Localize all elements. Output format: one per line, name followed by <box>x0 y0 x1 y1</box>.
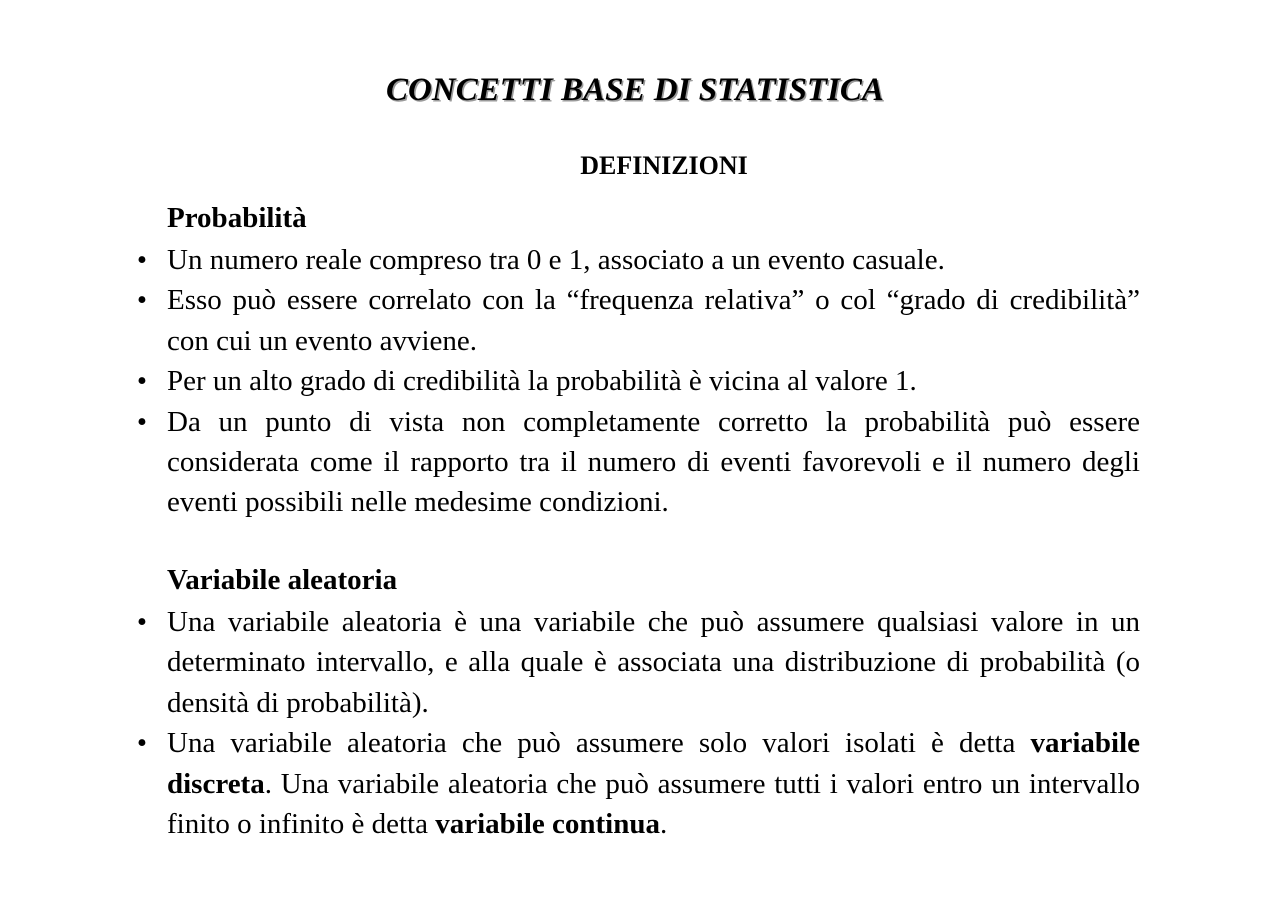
bullet-icon: • <box>136 365 148 398</box>
list-item <box>136 280 1140 361</box>
list-item <box>136 240 1140 280</box>
list-item <box>136 602 1140 723</box>
bullet-icon: • <box>136 244 148 276</box>
bullet-text-part: . Una variabile aleatoria che può assumere tutti i valori entro un intervallo finito o infinito è detta <box>167 767 1140 841</box>
bullet-icon: • <box>136 405 148 438</box>
bullet-text: Una variabile aleatoria è una variabile che può assumere qualsiasi valore in un determinato intervallo, e alla quale è associata una distribuzione di probabilità (o densità di probabilità). <box>167 606 1140 719</box>
page-subtitle: DEFINIZIONI <box>580 151 748 180</box>
term-variabile-continua: variabile continua <box>435 808 660 841</box>
bullet-text: Da un punto di vista non completamente corretto la probabilità può essere considerata come il rapporto tra il numero di eventi favorevoli e il numero degli eventi possibili nelle medesime condizioni. <box>167 405 1140 519</box>
section-heading-probabilita: Probabilità <box>167 202 307 234</box>
bullet-text: Esso può essere correlato con la “frequenza relativa” o col “grado di credibilità” con cui un evento avviene. <box>167 284 1140 357</box>
term-variabile-discreta: variabile discreta <box>167 727 1140 800</box>
bullet-text-part: . <box>659 808 668 841</box>
probabilita-bullet-list <box>136 240 1140 523</box>
variabile-aleatoria-bullet-list <box>136 602 1140 844</box>
section-heading-variabile-aleatoria: Variabile aleatoria <box>167 564 398 596</box>
bullet-icon: • <box>136 727 148 760</box>
page-title: CONCETTI BASE DI STATISTICA <box>386 72 884 108</box>
bullet-icon: • <box>136 284 148 317</box>
bullet-text: Per un alto grado di credibilità la probabilità è vicina al valore 1. <box>167 365 917 398</box>
bullet-icon: • <box>136 606 148 638</box>
list-item <box>136 361 1140 401</box>
bullet-text-part: Una variabile aleatoria che può assumere solo valori isolati è detta <box>167 727 1031 760</box>
bullet-text: Un numero reale compreso tra 0 e 1, associato a un evento casuale. <box>167 244 945 276</box>
list-item <box>136 402 1140 523</box>
list-item <box>136 723 1140 844</box>
